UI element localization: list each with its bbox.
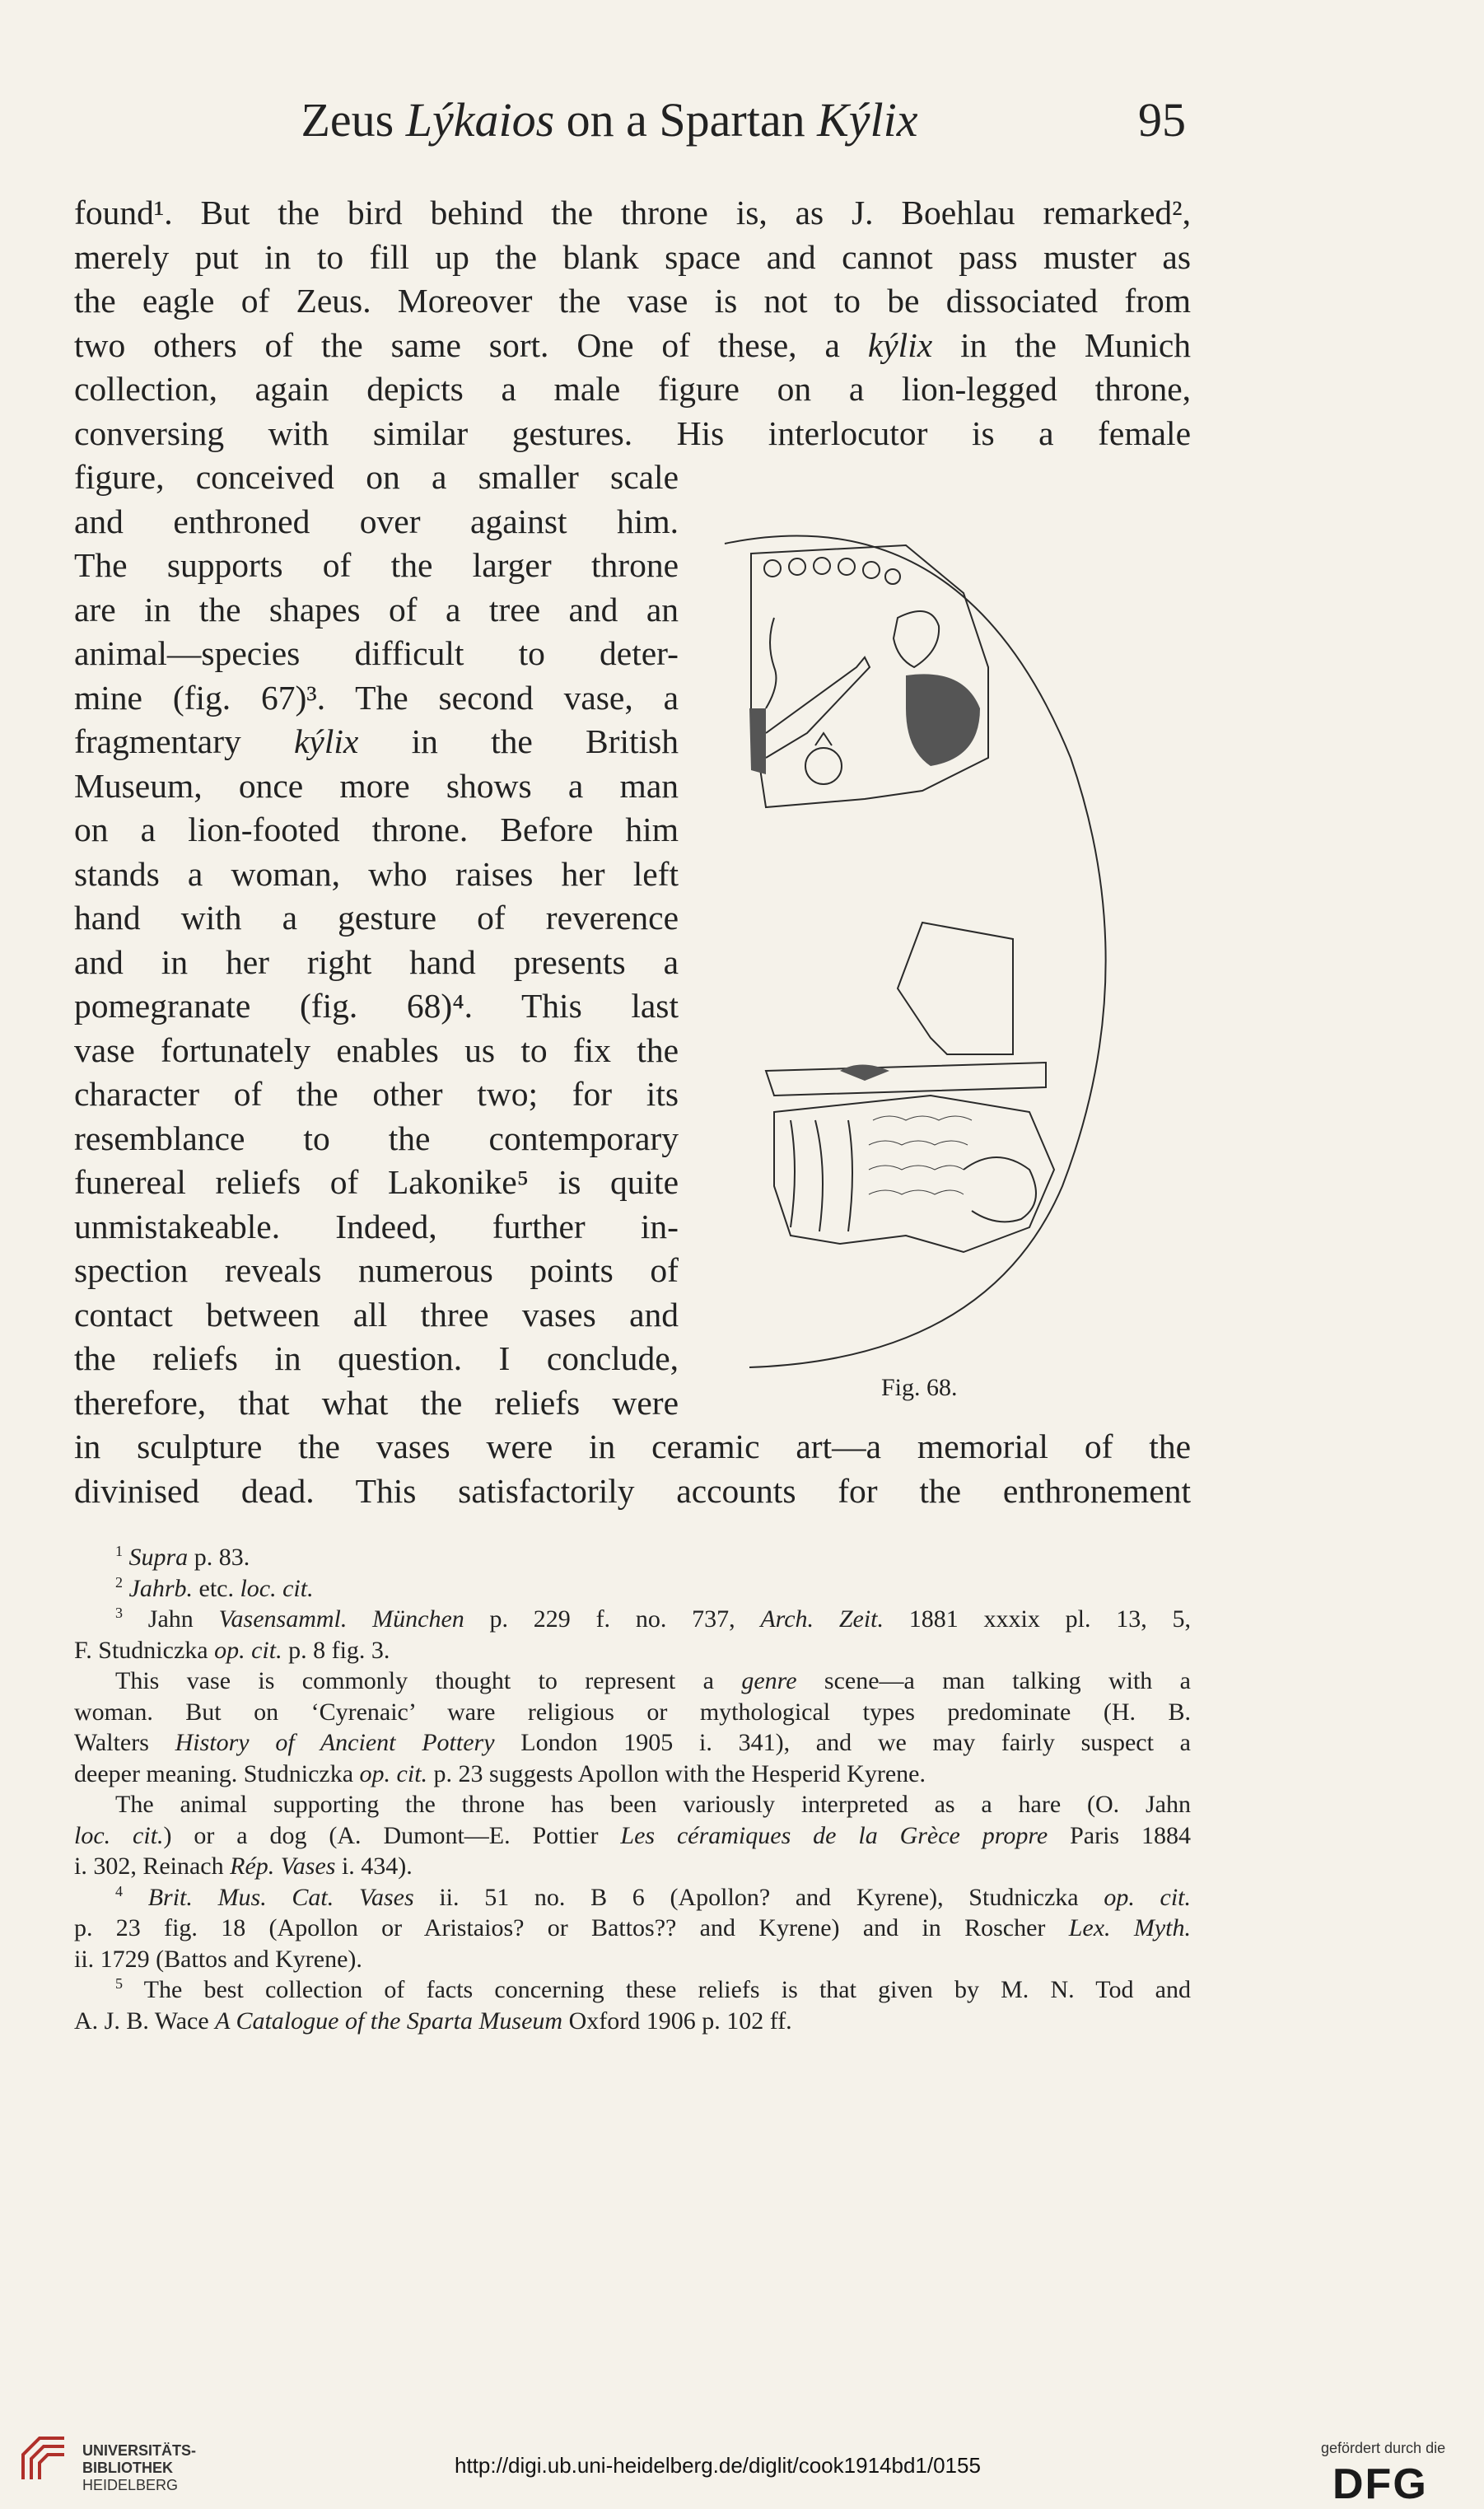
throne-base (774, 1096, 1054, 1252)
text-line: and enthroned over against him. (74, 502, 679, 540)
text-line: The supports of the larger throne (74, 546, 679, 584)
footnotes (74, 1542, 1191, 2036)
figure-caption: Fig. 68. (881, 1374, 958, 1401)
footnote-para-line: deeper meaning. Studniczka op. cit. p. 23 suggests Apollon with the Hesperid Kyrene. (74, 1759, 926, 1787)
bowl-outline-arc (725, 536, 1106, 1367)
throne-back (898, 923, 1013, 1054)
footnote-3-cont: F. Studniczka op. cit. p. 8 fig. 3. (74, 1636, 390, 1664)
dfg-logo: DFG (1332, 2460, 1428, 2508)
text-line: resemblance to the contemporary (74, 1119, 679, 1157)
text-line: animal—species difficult to deter- (74, 634, 679, 672)
bud-frieze (764, 558, 900, 584)
text-line: spection reveals numerous points of (74, 1251, 679, 1289)
text-line: merely put in to fill up the blank space and cannot pass muster as (74, 237, 1191, 276)
text-line: conversing with similar gestures. His interlocutor is a female (74, 413, 1191, 452)
footnote-para-line: This vase is commonly thought to represent a genre scene—a man talking with a (115, 1667, 1191, 1694)
footnote-3: $^3$ Jahn Vasensamml. München p. 229 f. no. 737, Arch. Zeit. 1881 xxxix pl. 13, 5, (115, 1605, 1192, 1633)
text-line: and in her right hand presents a (74, 942, 679, 981)
woman-profile (766, 618, 776, 708)
footnote-para-line: woman. But on ‘Cyrenaic’ ware religious or mythological types predominate (H. B. (74, 1698, 1191, 1726)
library-logo-icon (15, 2430, 72, 2488)
text-line: unmistakeable. Indeed, further in- (74, 1207, 679, 1245)
text-line: figure, conceived on a smaller scale (74, 458, 679, 496)
footnote-4: $^4$ Brit. Mus. Cat. Vases ii. 51 no. B 6 (Apollon? and Kyrene), Studniczka op. cit. (115, 1882, 1191, 1911)
lion-head (964, 1157, 1036, 1222)
text-line: in sculpture the vases were in ceramic art—a memorial of the (74, 1427, 1191, 1465)
text-line: collection, again depicts a male figure on a lion-legged throne, (74, 370, 1191, 408)
footnote-5: $^5$ The best collection of facts concerning these reliefs is that given by M. N. Tod and (115, 1975, 1191, 2003)
footnote-para-line: Walters History of Ancient Pottery London 1905 i. 341), and we may fairly suspect a (74, 1729, 1191, 1756)
text-line: found¹. But the bird behind the throne is, as J. Boehlau remarked², (74, 194, 1191, 231)
page-number: 95 (1138, 93, 1186, 147)
funded-by-label: gefördert durch die (1321, 2440, 1446, 2456)
footnote-4-cont: ii. 1729 (Battos and Kyrene). (74, 1945, 362, 1973)
footnote-5-cont: A. J. B. Wace A Catalogue of the Sparta Museum Oxford 1906 p. 102 ff. (74, 2007, 792, 2035)
text-line: hand with a gesture of reverence (74, 899, 679, 937)
text-line: funereal reliefs of Lakonike⁵ is quite (74, 1163, 679, 1201)
running-header (74, 92, 1186, 166)
footnote-para-line: i. 302, Reinach Rép. Vases i. 434). (74, 1853, 413, 1880)
text-line: the eagle of Zeus. Moreover the vase is not to be dissociated from (74, 282, 1191, 320)
footnote-4-cont: p. 23 fig. 18 (Apollon or Aristaios? or Battos?? and Kyrene) and in Roscher Lex. Myth. (74, 1914, 1191, 1941)
text-line: divinised dead. This satisfactorily accounts for the enthronement (74, 1471, 1191, 1510)
scale-pattern (869, 1116, 972, 1194)
text-line: Museum, once more shows a man (74, 766, 679, 805)
text-line: character of the other two; for its (74, 1075, 679, 1113)
man-head (894, 611, 939, 667)
text-line: two others of the same sort. One of these, a kýlix in the Munich (74, 325, 1191, 364)
footnote-2: $^2$ Jahrb. etc. loc. cit. (115, 1573, 314, 1602)
text-line: the reliefs in question. I conclude, (74, 1339, 679, 1377)
text-line: mine (fig. 67)³. The second vase, a (74, 678, 679, 717)
drapery-folds (791, 1120, 852, 1231)
hatched-shading (749, 674, 980, 1081)
text-line: vase fortunately enables us to fix the (74, 1030, 679, 1069)
footnote-para-line: loc. cit.) or a dog (A. Dumont—E. Pottier Les céramiques de la Grèce propre Paris 1884 (74, 1821, 1191, 1849)
kylix-fragment-illustration (716, 461, 1194, 1384)
footnote-para-line: The animal supporting the throne has been variously interpreted as a hare (O. Jahn (115, 1791, 1191, 1818)
text-line: fragmentary kýlix in the British (74, 722, 679, 760)
throne-seat (766, 1063, 1046, 1096)
pomegranate (805, 748, 842, 784)
header-title: Zeus Lýkaios on a Spartan Kýlix (301, 93, 918, 147)
source-url-link[interactable]: http://digi.ub.uni-heidelberg.de/diglit/cook1914bd1/0155 (455, 2453, 981, 2478)
text-line: therefore, that what the reliefs were (74, 1383, 679, 1422)
text-line: contact between all three vases and (74, 1295, 679, 1334)
text-line: are in the shapes of a tree and an (74, 590, 679, 628)
text-line: pomegranate (fig. 68)⁴. This last (74, 987, 679, 1025)
library-name: UNIVERSITÄTS- BIBLIOTHEK HEIDELBERG (82, 2442, 197, 2493)
text-line: on a lion-footed throne. Before him (74, 811, 679, 848)
footnote-1: $^1$ Supra p. 83. (115, 1543, 250, 1571)
upper-fragment-outline (751, 545, 988, 807)
text-line: stands a woman, who raises her left (74, 854, 679, 893)
